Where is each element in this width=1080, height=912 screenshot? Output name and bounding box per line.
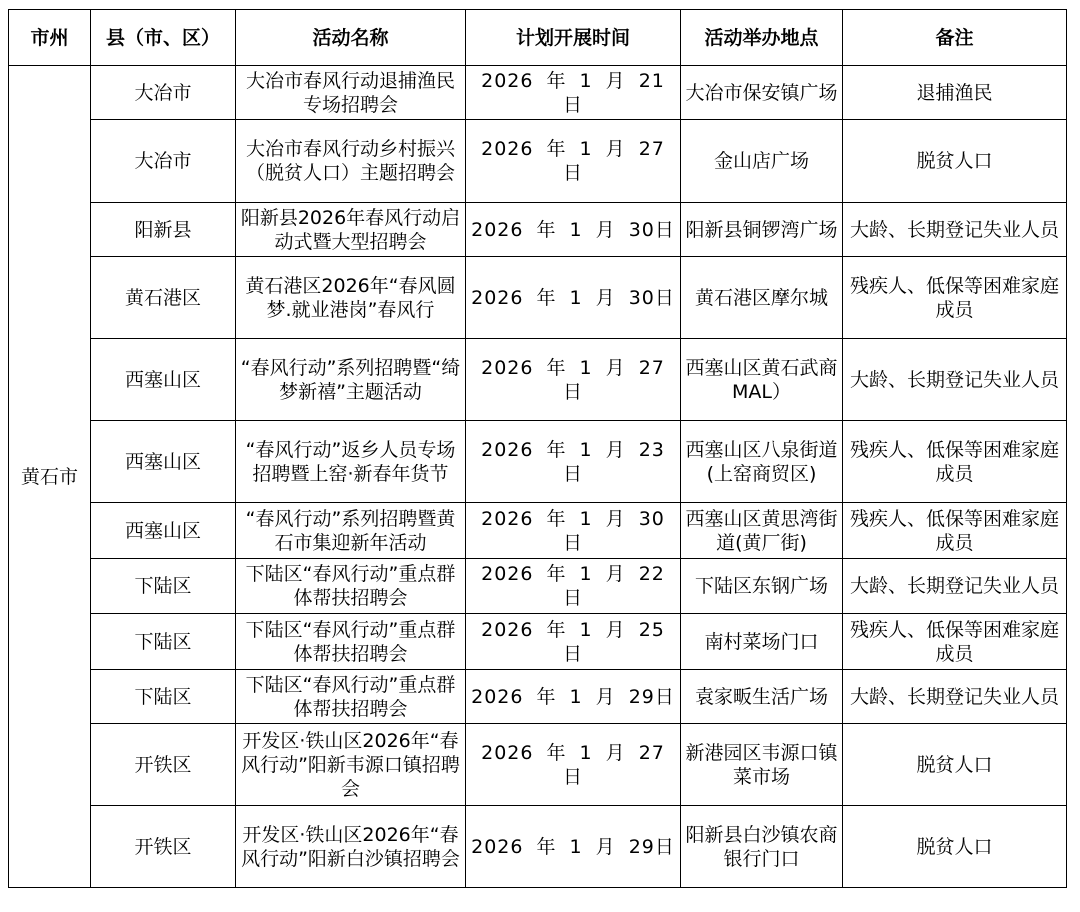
time-cell: 2026 年 1 月 30日 — [466, 257, 681, 339]
venue-cell: 袁家畈生活广场 — [681, 670, 843, 724]
activity-name-cell: 开发区·铁山区2026年“春风行动”阳新韦源口镇招聘会 — [236, 724, 466, 806]
county-cell: 西塞山区 — [91, 339, 236, 421]
venue-cell: 西塞山区黄思湾街道(黄厂街) — [681, 503, 843, 559]
time-cell: 2026 年 1 月 27 日 — [466, 120, 681, 203]
time-cell: 2026 年 1 月 23 日 — [466, 421, 681, 503]
table-row — [9, 120, 1067, 203]
table-row — [9, 614, 1067, 670]
header-venue: 活动举办地点 — [681, 10, 843, 66]
county-cell: 下陆区 — [91, 559, 236, 614]
time-cell: 2026 年 1 月 29日 — [466, 670, 681, 724]
note-cell: 大龄、长期登记失业人员 — [843, 339, 1067, 421]
header-city: 市州 — [9, 10, 91, 66]
activity-name-cell: 下陆区“春风行动”重点群体帮扶招聘会 — [236, 670, 466, 724]
county-cell: 下陆区 — [91, 670, 236, 724]
county-cell: 开铁区 — [91, 806, 236, 888]
venue-cell: 阳新县白沙镇农商银行门口 — [681, 806, 843, 888]
activity-name-cell: 阳新县2026年春风行动启动式暨大型招聘会 — [236, 203, 466, 257]
county-cell: 黄石港区 — [91, 257, 236, 339]
table-row — [9, 670, 1067, 724]
time-cell: 2026 年 1 月 30 日 — [466, 503, 681, 559]
venue-cell: 南村菜场门口 — [681, 614, 843, 670]
venue-cell: 黄石港区摩尔城 — [681, 257, 843, 339]
venue-cell: 阳新县铜锣湾广场 — [681, 203, 843, 257]
note-cell: 残疾人、低保等困难家庭成员 — [843, 503, 1067, 559]
note-cell: 大龄、长期登记失业人员 — [843, 203, 1067, 257]
table-row — [9, 257, 1067, 339]
venue-cell: 下陆区东钢广场 — [681, 559, 843, 614]
table-row — [9, 421, 1067, 503]
table-row — [9, 203, 1067, 257]
venue-cell: 新港园区韦源口镇菜市场 — [681, 724, 843, 806]
table-row — [9, 559, 1067, 614]
time-cell: 2026 年 1 月 22 日 — [466, 559, 681, 614]
time-cell: 2026 年 1 月 29日 — [466, 806, 681, 888]
header-note: 备注 — [843, 10, 1067, 66]
time-cell: 2026 年 1 月 30日 — [466, 203, 681, 257]
table-row — [9, 503, 1067, 559]
activity-name-cell: “春风行动”系列招聘暨黄石市集迎新年活动 — [236, 503, 466, 559]
activity-name-cell: 下陆区“春风行动”重点群体帮扶招聘会 — [236, 614, 466, 670]
note-cell: 大龄、长期登记失业人员 — [843, 559, 1067, 614]
table-row — [9, 339, 1067, 421]
header-planned-time: 计划开展时间 — [466, 10, 681, 66]
venue-cell: 西塞山区黄石武商MAL） — [681, 339, 843, 421]
venue-cell: 金山店广场 — [681, 120, 843, 203]
events-table — [8, 9, 1067, 888]
table-row — [9, 806, 1067, 888]
time-cell: 2026 年 1 月 27 日 — [466, 339, 681, 421]
note-cell: 退捕渔民 — [843, 66, 1067, 120]
county-cell: 大冶市 — [91, 66, 236, 120]
venue-cell: 西塞山区八泉街道(上窑商贸区) — [681, 421, 843, 503]
note-cell: 脱贫人口 — [843, 806, 1067, 888]
header-row — [9, 10, 1067, 66]
activity-name-cell: 大冶市春风行动退捕渔民专场招聘会 — [236, 66, 466, 120]
county-cell: 西塞山区 — [91, 503, 236, 559]
table-row — [9, 724, 1067, 806]
county-cell: 西塞山区 — [91, 421, 236, 503]
note-cell: 残疾人、低保等困难家庭成员 — [843, 614, 1067, 670]
note-cell: 脱贫人口 — [843, 724, 1067, 806]
activity-name-cell: 下陆区“春风行动”重点群体帮扶招聘会 — [236, 559, 466, 614]
note-cell: 脱贫人口 — [843, 120, 1067, 203]
activity-name-cell: “春风行动”返乡人员专场招聘暨上窑·新春年货节 — [236, 421, 466, 503]
header-county: 县（市、区） — [91, 10, 236, 66]
city-cell: 黄石市 — [9, 66, 91, 888]
time-cell: 2026 年 1 月 21 日 — [466, 66, 681, 120]
venue-cell: 大冶市保安镇广场 — [681, 66, 843, 120]
note-cell: 残疾人、低保等困难家庭成员 — [843, 421, 1067, 503]
header-activity-name: 活动名称 — [236, 10, 466, 66]
county-cell: 阳新县 — [91, 203, 236, 257]
county-cell: 下陆区 — [91, 614, 236, 670]
county-cell: 大冶市 — [91, 120, 236, 203]
time-cell: 2026 年 1 月 27 日 — [466, 724, 681, 806]
activity-name-cell: 黄石港区2026年“春风圆梦.就业港岗”春风行 — [236, 257, 466, 339]
activity-name-cell: 开发区·铁山区2026年“春风行动”阳新白沙镇招聘会 — [236, 806, 466, 888]
time-cell: 2026 年 1 月 25 日 — [466, 614, 681, 670]
county-cell: 开铁区 — [91, 724, 236, 806]
note-cell: 残疾人、低保等困难家庭成员 — [843, 257, 1067, 339]
activity-name-cell: “春风行动”系列招聘暨“绮梦新禧”主题活动 — [236, 339, 466, 421]
note-cell: 大龄、长期登记失业人员 — [843, 670, 1067, 724]
activity-name-cell: 大冶市春风行动乡村振兴（脱贫人口）主题招聘会 — [236, 120, 466, 203]
table-row — [9, 66, 1067, 120]
